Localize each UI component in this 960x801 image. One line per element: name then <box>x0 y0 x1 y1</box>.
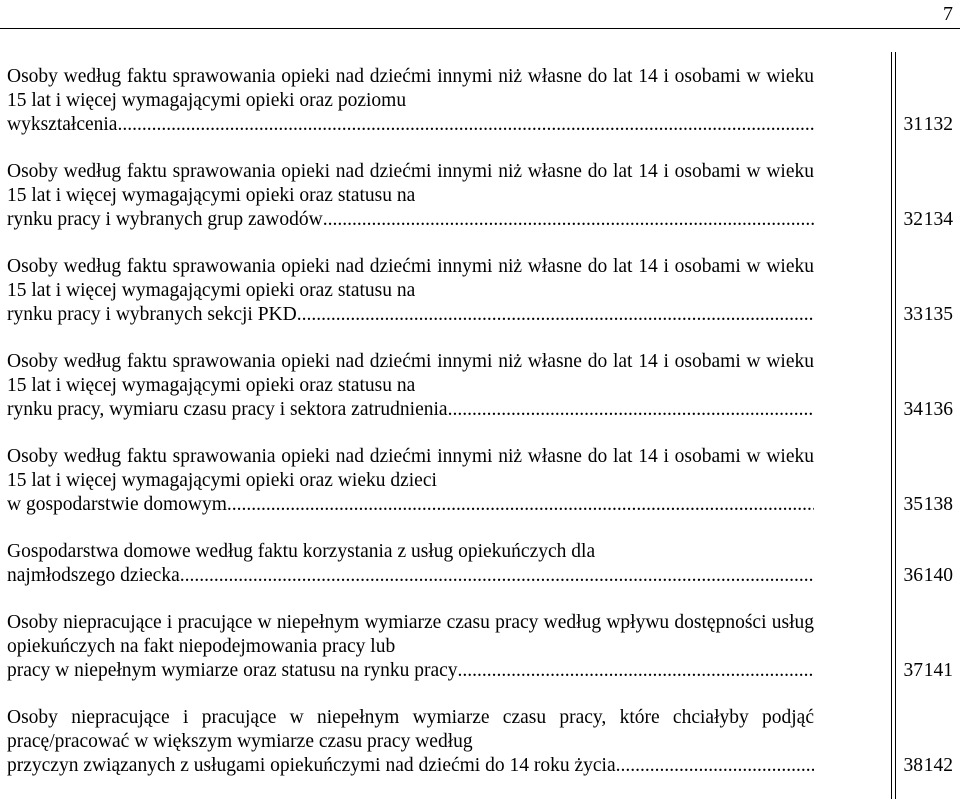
toc-entry[interactable] <box>7 350 960 422</box>
toc-entry-numbers <box>840 659 960 683</box>
table-number: 33 <box>903 304 923 325</box>
toc-entry-numbers <box>840 303 960 327</box>
toc-entry-title-lead: Osoby według faktu sprawowania opieki nad dziećmi innymi niż własne do lat 14 i osobami w wieku 15 lat i więcej wymagającymi opieki oraz poziomu <box>7 66 814 111</box>
toc-entry[interactable] <box>7 445 960 517</box>
toc-entry-title-end: najmłodszego dziecka <box>7 565 180 586</box>
toc-entry-title-lead: Osoby według faktu sprawowania opieki nad dziećmi innymi niż własne do lat 14 i osobami w wieku 15 lat i więcej wymagającymi opieki oraz statusu na <box>7 256 814 301</box>
table-number: 35 <box>903 494 923 515</box>
toc-entry-title-lead: Osoby niepracujące i pracujące w niepełnym wymiarze czasu pracy, które chciałyby podjąć pracę/pracować w większym wymiarze czasu pracy według <box>7 707 814 752</box>
toc-entry[interactable] <box>7 255 960 327</box>
dot-leader <box>448 398 814 422</box>
toc-entry-title-end: przyczyn związanych z usługami opiekuńczymi nad dziećmi do 14 roku życia <box>7 755 616 776</box>
toc-entry-title-lead: Osoby według faktu sprawowania opieki nad dziećmi innymi niż własne do lat 14 i osobami w wieku 15 lat i więcej wymagającymi opieki oraz wieku dzieci <box>7 446 814 491</box>
page-reference: 136 <box>923 399 953 420</box>
toc-entry-numbers <box>840 564 960 588</box>
toc-entry-title-end: rynku pracy, wymiaru czasu pracy i sektora zatrudnienia <box>7 399 448 420</box>
table-number: 36 <box>903 565 923 586</box>
dot-leader <box>458 659 815 683</box>
toc-entry-title-end: w gospodarstwie domowym <box>7 494 227 515</box>
toc-entry-title-lead: Osoby według faktu sprawowania opieki nad dziećmi innymi niż własne do lat 14 i osobami w wieku 15 lat i więcej wymagającymi opieki oraz statusu na <box>7 161 814 206</box>
page-reference: 140 <box>923 565 953 586</box>
dot-leader <box>180 564 814 588</box>
toc-entry[interactable] <box>7 706 960 778</box>
toc-entry-numbers <box>840 754 960 778</box>
toc-entry-title-lead: Osoby według faktu sprawowania opieki nad dziećmi innymi niż własne do lat 14 i osobami w wieku 15 lat i więcej wymagającymi opieki oraz statusu na <box>7 351 814 396</box>
toc-entry-numbers <box>840 113 960 137</box>
page-reference: 142 <box>923 755 953 776</box>
toc-entry-numbers <box>840 208 960 232</box>
page-reference: 134 <box>923 209 953 230</box>
toc-entry-last-line <box>7 564 814 588</box>
page-reference: 141 <box>923 660 953 681</box>
toc-entry-last-line <box>7 303 814 327</box>
table-number: 32 <box>903 209 923 230</box>
dot-leader <box>323 208 814 232</box>
toc-entry-last-line <box>7 659 814 683</box>
table-of-contents <box>7 65 960 801</box>
toc-entry-title-end: wykształcenia <box>7 114 118 135</box>
toc-entry-title-end: pracy w niepełnym wymiarze oraz statusu na rynku pracy <box>7 660 458 681</box>
table-number: 38 <box>903 755 923 776</box>
page-reference: 132 <box>923 114 953 135</box>
header-rule <box>0 28 960 29</box>
toc-entry-numbers <box>840 398 960 422</box>
toc-entry-title-end: rynku pracy i wybranych sekcji PKD <box>7 304 297 325</box>
toc-entry-last-line <box>7 493 814 517</box>
toc-entry-title-end: rynku pracy i wybranych grup zawodów <box>7 209 323 230</box>
toc-entry-title-lead: Osoby niepracujące i pracujące w niepełnym wymiarze czasu pracy według wpływu dostępności usług opiekuńczych na fakt niepodejmowania pracy lub <box>7 612 814 657</box>
toc-entry-title-lead: Gospodarstwa domowe według faktu korzystania z usług opiekuńczych dla <box>7 541 596 562</box>
dot-leader <box>297 303 814 327</box>
toc-entry-last-line <box>7 754 814 778</box>
toc-entry[interactable] <box>7 540 960 588</box>
dot-leader <box>117 113 814 137</box>
toc-entry-last-line <box>7 113 814 137</box>
table-number: 31 <box>903 114 923 135</box>
dot-leader <box>616 754 814 778</box>
toc-entry[interactable] <box>7 611 960 683</box>
page-reference: 135 <box>923 304 953 325</box>
toc-entry[interactable] <box>7 65 960 137</box>
table-number: 37 <box>903 660 923 681</box>
toc-entry-last-line <box>7 208 814 232</box>
toc-entry[interactable] <box>7 160 960 232</box>
page-reference: 138 <box>923 494 953 515</box>
dot-leader <box>227 493 814 517</box>
toc-entry-numbers <box>840 493 960 517</box>
page-number: 7 <box>943 3 953 25</box>
toc-entry-last-line <box>7 398 814 422</box>
table-number: 34 <box>903 399 923 420</box>
